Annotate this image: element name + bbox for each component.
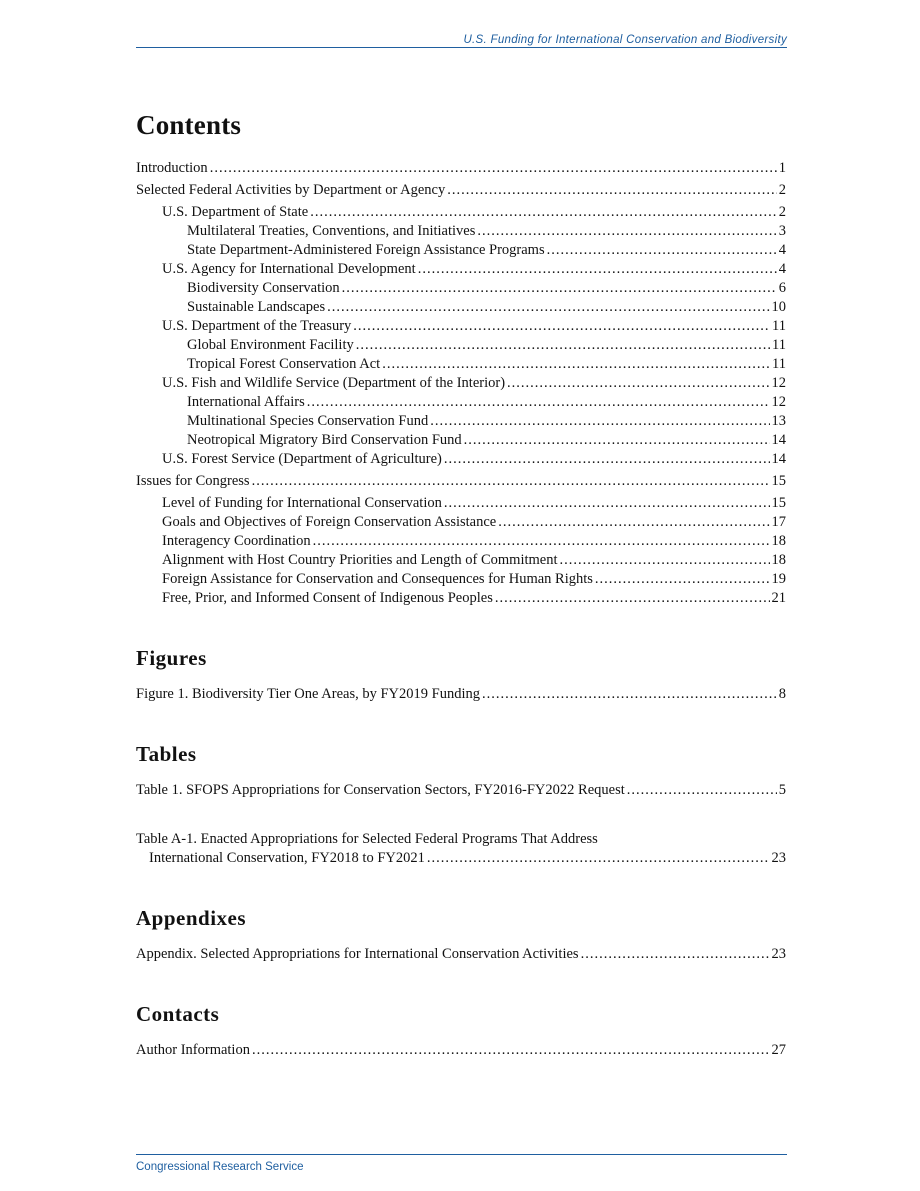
appendixes-section [136, 906, 786, 964]
toc-entry-neotropical-bird-fund[interactable]: Neotropical Migratory Bird Conservation Fund ..... 14 [136, 431, 786, 450]
toc-entry-fish-and-wildlife[interactable]: U.S. Fish and Wildlife Service (Department of the Interior) ..... 12 [136, 374, 786, 393]
running-title: U.S. Funding for International Conservation and Biodiversity [463, 34, 787, 46]
toc-entry-forest-service[interactable]: U.S. Forest Service (Department of Agriculture) ..... 14 [136, 450, 786, 469]
toc-entry-table-1[interactable]: Table 1. SFOPS Appropriations for Conservation Sectors, FY2016-FY2022 Request ..... 5 [136, 781, 786, 800]
toc-entry-tropical-forest-act[interactable]: Tropical Forest Conservation Act ..... 11 [136, 355, 786, 374]
toc-entry-biodiversity-conservation[interactable]: Biodiversity Conservation ..... 6 [136, 279, 786, 298]
toc-entry-goals-and-objectives[interactable]: Goals and Objectives of Foreign Conservation Assistance ..... 17 [136, 513, 786, 532]
toc-entry-issues-for-congress[interactable]: Issues for Congress ..... 15 [136, 472, 786, 491]
contacts-heading: Contacts [136, 1002, 220, 1026]
figures-heading: Figures [136, 646, 207, 670]
toc-entry-usaid[interactable]: U.S. Agency for International Development ..... 4 [136, 260, 786, 279]
toc-entry-multilateral-treaties[interactable]: Multilateral Treaties, Conventions, and Initiatives ..... 3 [136, 222, 786, 241]
table-a1-title-line1: Table A-1. Enacted Appropriations for Selected Federal Programs That Address [136, 831, 598, 847]
toc-entry-sustainable-landscapes[interactable]: Sustainable Landscapes ..... 10 [136, 298, 786, 317]
table-a1-title-line2-row: International Conservation, FY2018 to FY2021 ..... 23 [136, 849, 786, 868]
page-footer [136, 1154, 787, 1175]
appendixes-heading: Appendixes [136, 906, 247, 930]
toc-entry-global-environment-facility[interactable]: Global Environment Facility ..... 11 [136, 336, 786, 355]
toc-entry-level-of-funding[interactable]: Level of Funding for International Conservation ..... 15 [136, 494, 786, 513]
toc-entry-multinational-species-fund[interactable]: Multinational Species Conservation Fund ..... 13 [136, 412, 786, 431]
contents-heading: Contents [136, 110, 242, 140]
toc-entry-free-prior-informed-consent[interactable]: Free, Prior, and Informed Consent of Indigenous Peoples ..... 21 [136, 589, 786, 608]
toc-entry-host-country-alignment[interactable]: Alignment with Host Country Priorities and Length of Commitment ..... 18 [136, 551, 786, 570]
footer-label: Congressional Research Service [136, 1161, 304, 1173]
toc-entry-selected-federal-activities[interactable]: Selected Federal Activities by Department or Agency ..... 2 [136, 181, 786, 200]
running-header [136, 30, 787, 48]
toc-entry-international-affairs[interactable]: International Affairs ..... 12 [136, 393, 786, 412]
toc-entry-figure-1[interactable]: Figure 1. Biodiversity Tier One Areas, by FY2019 Funding ..... 8 [136, 685, 786, 704]
toc-entry-author-information[interactable]: Author Information ..... 27 [136, 1041, 786, 1060]
tables-heading: Tables [136, 742, 197, 766]
toc-entry-appendix[interactable]: Appendix. Selected Appropriations for International Conservation Activities ..... 23 [136, 945, 786, 964]
contacts-section [136, 1002, 786, 1060]
tables-section [136, 742, 786, 868]
toc-entry-state-dept-foreign-assistance[interactable]: State Department-Administered Foreign Assistance Programs ..... 4 [136, 241, 786, 260]
table-of-contents [136, 110, 786, 1060]
toc-entry-dept-of-state[interactable]: U.S. Department of State ..... 2 [136, 203, 786, 222]
toc-entry-introduction[interactable]: Introduction ..... 1 [136, 159, 786, 178]
toc-entry-human-rights[interactable]: Foreign Assistance for Conservation and Consequences for Human Rights ..... 19 [136, 570, 786, 589]
toc-entry-treasury[interactable]: U.S. Department of the Treasury ..... 11 [136, 317, 786, 336]
figures-section [136, 646, 786, 704]
toc-entry-table-a1[interactable] [136, 830, 786, 868]
toc-entry-interagency-coordination[interactable]: Interagency Coordination ..... 18 [136, 532, 786, 551]
